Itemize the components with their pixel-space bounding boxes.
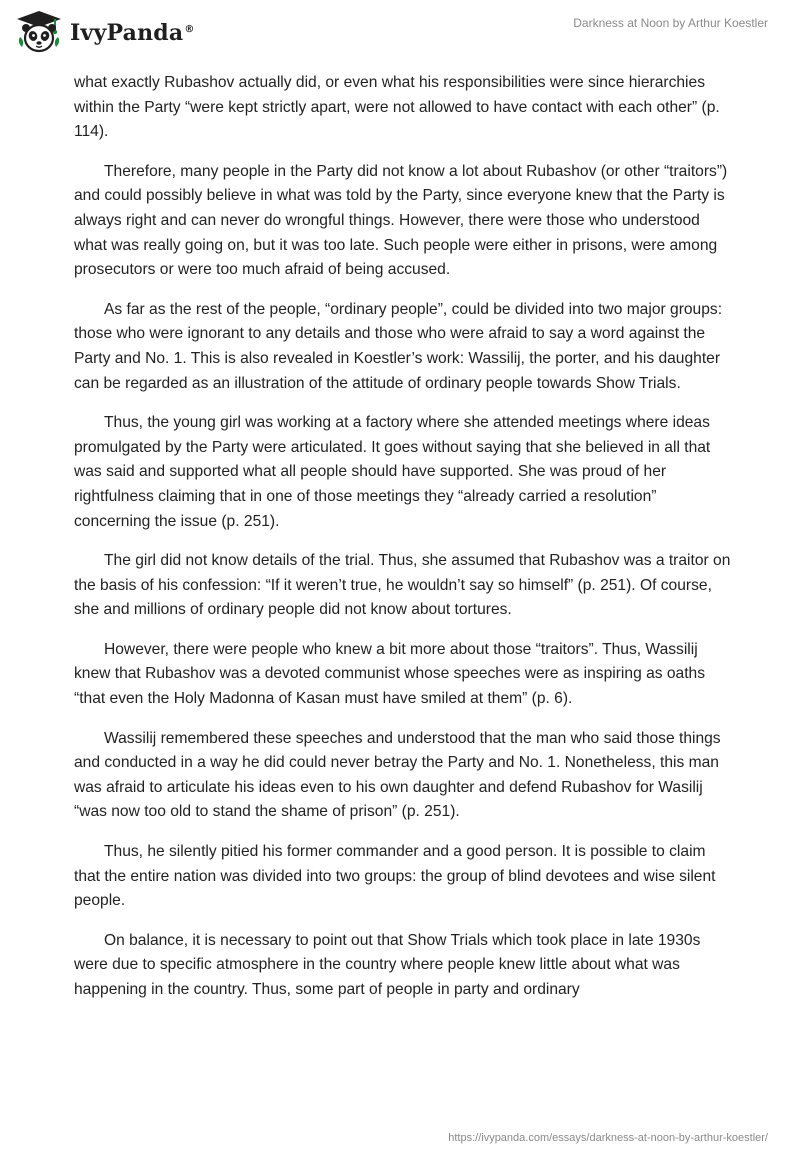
logo-wordmark-text: IvyPanda <box>70 20 184 46</box>
panda-graduate-icon <box>14 9 64 55</box>
page-header <box>0 0 800 64</box>
paragraph: Thus, he silently pitied his former commander and a good person. It is possible to claim that the entire nation was divided into two groups: the group of blind devotees and wise silent people. <box>74 843 716 910</box>
registered-mark: ® <box>184 23 195 35</box>
paragraph: However, there were people who knew a bit more about those “traitors”. Thus, Wassilij knew that Rubashov was a devoted communist whose speeches were as inspiring as oaths “that even the Holy Madonna of Kasan must have smiled at them” (p. 6). <box>74 640 706 708</box>
paragraph: As far as the rest of the people, “ordinary people”, could be divided into two major groups: those who were ignorant to any details and those who were afraid to say a word against the Party and No. 1. This is also revealed in Koestler’s work: Wassilij, the porter, and his daughter can be regarded as an illustration of the attitude of ordinary people towards Show Trials. <box>74 300 723 392</box>
source-url-link[interactable]: https://ivypanda.com/essays/darkness-at-noon-by-arthur-koestler/ <box>448 1132 768 1144</box>
paragraph: Wassilij remembered these speeches and understood that the man who said those things and conducted in a way he did could never betray the Party and No. 1. Nonetheless, this man was afraid to articulate his ideas even to his own daughter and defend Rubashov for Wasilij “was now too old to stand the shame of prison” (p. 251). <box>74 729 721 821</box>
paragraph: Thus, the young girl was working at a factory where she attended meetings where ideas promulgated by the Party were articulated. It goes without saying that she believed in all that was said and supported what all people should have supported. She was proud of her rightfulness claiming that in one of those meetings they “already carried a resolution” concerning the issue (p. 251). <box>74 414 711 530</box>
essay-body <box>74 71 734 1018</box>
document-title: Darkness at Noon by Arthur Koestler <box>573 16 768 30</box>
paragraph: On balance, it is necessary to point out that Show Trials which took place in late 1930s were due to specific atmosphere in the country where people knew little about what was happening in the country. Thus, some part of people in party and ordinary <box>74 931 701 998</box>
paragraph: Therefore, many people in the Party did not know a lot about Rubashov (or other “traitors”) and could possibly believe in what was told by the Party, since everyone knew that the Party is always right and can never do wrongful things. However, there were those who understood what was really going on, but it was too late. Such people were either in prisons, were among prosecutors or were too much afraid of being accused. <box>74 162 728 279</box>
paragraph: what exactly Rubashov actually did, or even what his responsibilities were since hierarchies within the Party “were kept strictly apart, were not allowed to have contact with each other” (p. 114). <box>74 74 720 141</box>
paragraph: The girl did not know details of the trial. Thus, she assumed that Rubashov was a traitor on the basis of his confession: “If it weren’t true, he wouldn’t say so himself” (p. 251). Of course, she and millions of ordinary people did not know about tortures. <box>74 552 731 619</box>
logo-wordmark <box>70 20 195 46</box>
ivypanda-logo[interactable] <box>14 8 195 56</box>
